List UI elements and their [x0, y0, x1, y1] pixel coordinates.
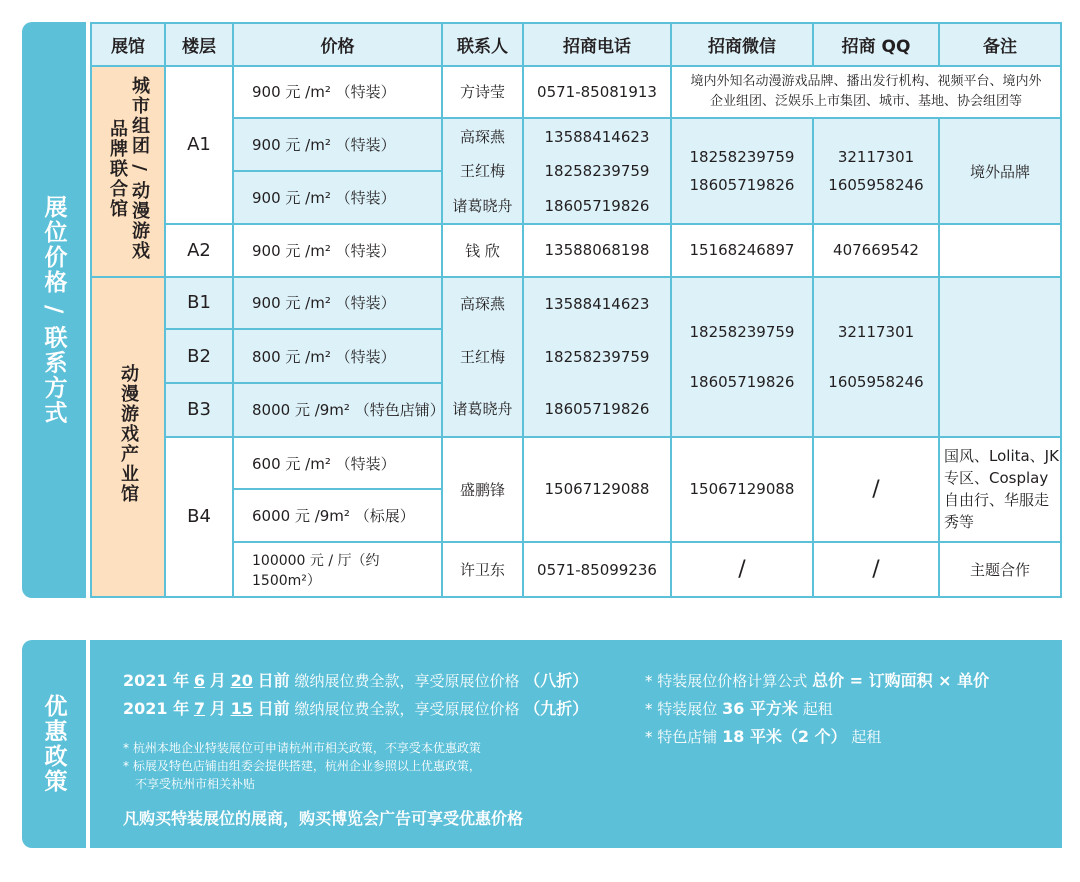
qq-id: 32117301 [837, 322, 915, 341]
phone-cell [524, 119, 670, 222]
day-unit: 日前 [257, 699, 290, 718]
header-row [92, 24, 1060, 65]
month: 7 [193, 699, 206, 718]
floor-a1: A1 [166, 67, 232, 223]
wechat-id: 18605719826 [689, 372, 795, 391]
table-row [92, 278, 1060, 329]
note-cell [940, 225, 1060, 276]
floor-b4: B4 [166, 438, 232, 596]
hall-cell-1 [92, 67, 164, 276]
wechat-cell [672, 119, 812, 222]
discount-rate: （八折） [524, 671, 589, 690]
hall-name: 城市组团 / 动漫游戏品牌联合馆 [107, 75, 150, 262]
formula-label: * 特装展位价格计算公式 [645, 672, 808, 690]
wechat-cell: 15168246897 [672, 225, 812, 276]
day: 15 [230, 699, 253, 718]
price-cell: 800 元 /m² （特装） [234, 330, 441, 382]
month: 6 [193, 671, 206, 690]
price-cell: 6000 元 /9m² （标展） [234, 490, 441, 541]
note-cell: 境外品牌 [940, 119, 1060, 222]
contact-cell: 钱 欣 [443, 225, 522, 276]
floor-a2: A2 [166, 225, 232, 276]
contact-name: 高琛燕 [459, 127, 505, 146]
pricing-contact-side-label: 展位价格 / 联系方式 [22, 22, 86, 598]
note-cell: 国风、Lolita、JK 专区、Cosplay 自由行、华服走秀等 [940, 438, 1060, 541]
phone-number: 18258239759 [544, 347, 650, 366]
header-floor: 楼层 [166, 24, 232, 65]
month-unit: 月 [209, 699, 226, 718]
phone-number: 18605719826 [544, 400, 650, 419]
qq-cell [814, 278, 938, 436]
day-unit: 日前 [257, 671, 290, 690]
price-cell: 900 元 /m² （特装） [234, 67, 441, 118]
price-cell: 600 元 /m² （特装） [234, 438, 441, 489]
footnote-3: 不享受杭州市相关补贴 [135, 777, 256, 791]
wechat-id: 18605719826 [689, 176, 795, 195]
wechat-cell: 15067129088 [672, 438, 812, 541]
hall-name: 动漫游戏产业馆 [118, 364, 139, 505]
qq-id: 1605958246 [828, 176, 924, 195]
phone-cell [524, 278, 670, 436]
discount-policy-side-label: 优惠政策 [22, 640, 86, 848]
header-price: 价格 [234, 24, 441, 65]
contact-cell: 许卫东 [443, 543, 522, 596]
header-qq: 招商 QQ [814, 24, 938, 65]
phone-number: 13588414623 [544, 127, 650, 146]
note-cell [940, 278, 1060, 436]
phone-cell: 13588068198 [524, 225, 670, 276]
year: 2021 年 [123, 699, 190, 718]
ad-offer-text: 凡购买特装展位的展商，购买博览会广告可享受优惠价格 [123, 809, 524, 828]
wechat-id: 18258239759 [689, 148, 795, 167]
contact-name: 王红梅 [459, 162, 505, 181]
contact-name: 诸葛晓舟 [452, 400, 513, 419]
discount-line-1 [123, 668, 588, 691]
qq-id: 1605958246 [828, 372, 924, 391]
discount-text: 缴纳展位费全款，享受原展位价格 [294, 672, 520, 690]
price-cell: 900 元 /m² （特装） [234, 278, 441, 329]
phone-number: 18258239759 [544, 162, 650, 181]
note-cell: 境内外知名动漫游戏品牌、播出发行机构、视频平台、境内外企业组团、泛娱乐上市集团、城市、基地、协会组团等 [672, 67, 1060, 118]
header-note: 备注 [940, 24, 1060, 65]
price-cell: 900 元 /m² （特装） [234, 172, 441, 223]
discount-line-2 [123, 696, 588, 719]
price-cell: 100000 元 / 厅（约 1500m²） [234, 543, 441, 596]
footnote-2: * 标展及特色店铺由组委会提供搭建，杭州企业参照以上优惠政策， [123, 759, 481, 773]
hall-cell-2 [92, 278, 164, 596]
discount-text: 缴纳展位费全款，享受原展位价格 [294, 700, 520, 718]
table-row [92, 438, 1060, 489]
phone-cell: 15067129088 [524, 438, 670, 541]
table-row [92, 543, 1060, 596]
phone-number: 18605719826 [544, 196, 650, 215]
wechat-cell [672, 278, 812, 436]
table-row [92, 67, 1060, 118]
month-unit: 月 [209, 671, 226, 690]
qq-id: 32117301 [837, 148, 915, 167]
discount-panel [90, 640, 1062, 848]
pricing-table-container [90, 22, 1062, 598]
table-row [92, 225, 1060, 276]
header-hall: 展馆 [92, 24, 164, 65]
special-booth-suffix: 起租 [802, 700, 833, 718]
price-cell: 900 元 /m² （特装） [234, 119, 441, 170]
shop-label: * 特色店铺 [645, 728, 718, 746]
shop-min: 18 平米（2 个） [722, 727, 847, 746]
footnote-1: * 杭州本地企业特装展位可申请杭州市相关政策，不享受本优惠政策 [123, 741, 481, 755]
qq-cell [814, 119, 938, 222]
floor-b3: B3 [166, 384, 232, 436]
floor-b1: B1 [166, 278, 232, 329]
qq-cell: 407669542 [814, 225, 938, 276]
phone-cell: 0571-85099236 [524, 543, 670, 596]
note-cell: 主题合作 [940, 543, 1060, 596]
special-booth-label: * 特装展位 [645, 700, 718, 718]
header-phone: 招商电话 [524, 24, 670, 65]
phone-cell: 0571-85081913 [524, 67, 670, 118]
price-cell: 8000 元 /9m² （特色店铺） [234, 384, 441, 436]
qq-cell: / [814, 438, 938, 541]
header-wechat: 招商微信 [672, 24, 812, 65]
shop-suffix: 起租 [851, 728, 882, 746]
wechat-id: 18258239759 [689, 322, 795, 341]
wechat-cell: / [672, 543, 812, 596]
contact-name: 高琛燕 [459, 294, 505, 313]
contact-cell: 方诗莹 [443, 67, 522, 118]
header-contact: 联系人 [443, 24, 522, 65]
contact-name: 诸葛晓舟 [452, 196, 513, 215]
table-row [92, 119, 1060, 170]
discount-rate: （九折） [524, 699, 589, 718]
special-booth-line [645, 696, 833, 719]
formula: 总价 = 订购面积 × 单价 [812, 671, 990, 690]
floor-b2: B2 [166, 330, 232, 382]
special-booth-min: 36 平方米 [722, 699, 798, 718]
contact-cell: 盛鹏锋 [443, 438, 522, 541]
contact-cell [443, 119, 522, 222]
qq-cell: / [814, 543, 938, 596]
price-cell: 900 元 /m² （特装） [234, 225, 441, 276]
shop-line [645, 724, 881, 747]
day: 20 [230, 671, 253, 690]
pricing-table [90, 22, 1062, 598]
formula-line [645, 668, 989, 691]
phone-number: 13588414623 [544, 294, 650, 313]
contact-cell [443, 278, 522, 436]
year: 2021 年 [123, 671, 190, 690]
contact-name: 王红梅 [459, 347, 505, 366]
